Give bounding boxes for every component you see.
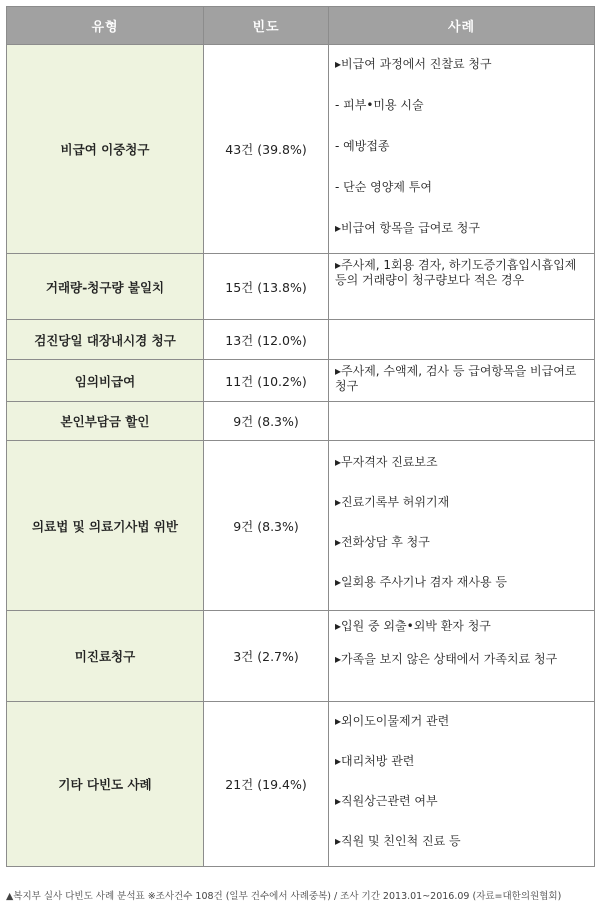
row-type: 본인부담금 할인 (7, 402, 204, 441)
case-item: - 피부•미용 시술 (335, 98, 424, 112)
row-cases (329, 441, 595, 611)
row-frequency: 43건 (39.8%) (204, 45, 329, 254)
table-row (7, 254, 595, 320)
row-type: 의료법 및 의료기사법 위반 (7, 441, 204, 611)
case-item: ▸직원상근관련 여부 (335, 794, 438, 808)
header-row (7, 7, 595, 45)
row-cases (329, 611, 595, 702)
table-row (7, 320, 595, 360)
case-item: ▸주사제, 수액제, 검사 등 급여항목을 비급여로 청구 (335, 364, 577, 393)
row-cases (329, 702, 595, 867)
case-item: ▸외이도이물제거 관련 (335, 714, 450, 728)
case-item: ▸입원 중 외출•외박 환자 청구 (335, 619, 491, 633)
fraud-case-table (6, 6, 595, 867)
row-type: 임의비급여 (7, 360, 204, 402)
case-item: ▸주사제, 1회용 겸자, 하기도증기흡입시흡입제 등의 거래량이 청구량보다 적은 경우 (335, 258, 577, 287)
row-cases (329, 360, 595, 402)
row-cases (329, 45, 595, 254)
table-row (7, 402, 595, 441)
header-type: 유형 (7, 7, 204, 45)
table-row (7, 360, 595, 402)
header-frequency: 빈도 (204, 7, 329, 45)
case-item: ▸일회용 주사기나 겸자 재사용 등 (335, 575, 507, 589)
row-type: 비급여 이중청구 (7, 45, 204, 254)
row-frequency: 21건 (19.4%) (204, 702, 329, 867)
row-cases (329, 254, 595, 320)
row-frequency: 13건 (12.0%) (204, 320, 329, 360)
row-cases (329, 320, 595, 360)
case-item: - 예방접종 (335, 139, 390, 153)
row-frequency: 9건 (8.3%) (204, 402, 329, 441)
table-row (7, 611, 595, 702)
case-item: ▸진료기록부 허위기재 (335, 495, 450, 509)
header-cases: 사례 (329, 7, 595, 45)
row-type: 검진당일 대장내시경 청구 (7, 320, 204, 360)
case-item: ▸비급여 과정에서 진찰료 청구 (335, 57, 492, 71)
case-item: ▸전화상담 후 청구 (335, 535, 430, 549)
row-frequency: 15건 (13.8%) (204, 254, 329, 320)
row-cases (329, 402, 595, 441)
row-type: 거래량-청구량 불일치 (7, 254, 204, 320)
row-frequency: 11건 (10.2%) (204, 360, 329, 402)
case-item: ▸직원 및 친인척 진료 등 (335, 834, 461, 848)
case-item: - 단순 영양제 투여 (335, 180, 432, 194)
row-type: 기타 다빈도 사례 (7, 702, 204, 867)
row-type: 미진료청구 (7, 611, 204, 702)
case-item: ▸비급여 항목을 급여로 청구 (335, 221, 480, 235)
table-caption: ▲복지부 실사 다빈도 사례 분석표 ※조사건수 108건 (일부 건수에서 사례중복) / 조사 기간 2013.01~2016.09 (자료=대한의원협회) (6, 891, 562, 902)
row-frequency: 9건 (8.3%) (204, 441, 329, 611)
case-item: ▸무자격자 진료보조 (335, 455, 438, 469)
case-item: ▸가족을 보지 않은 상태에서 가족치료 청구 (335, 652, 558, 666)
table-row (7, 441, 595, 611)
table-row (7, 45, 595, 254)
case-item: ▸대리처방 관련 (335, 754, 415, 768)
row-frequency: 3건 (2.7%) (204, 611, 329, 702)
table-row (7, 702, 595, 867)
